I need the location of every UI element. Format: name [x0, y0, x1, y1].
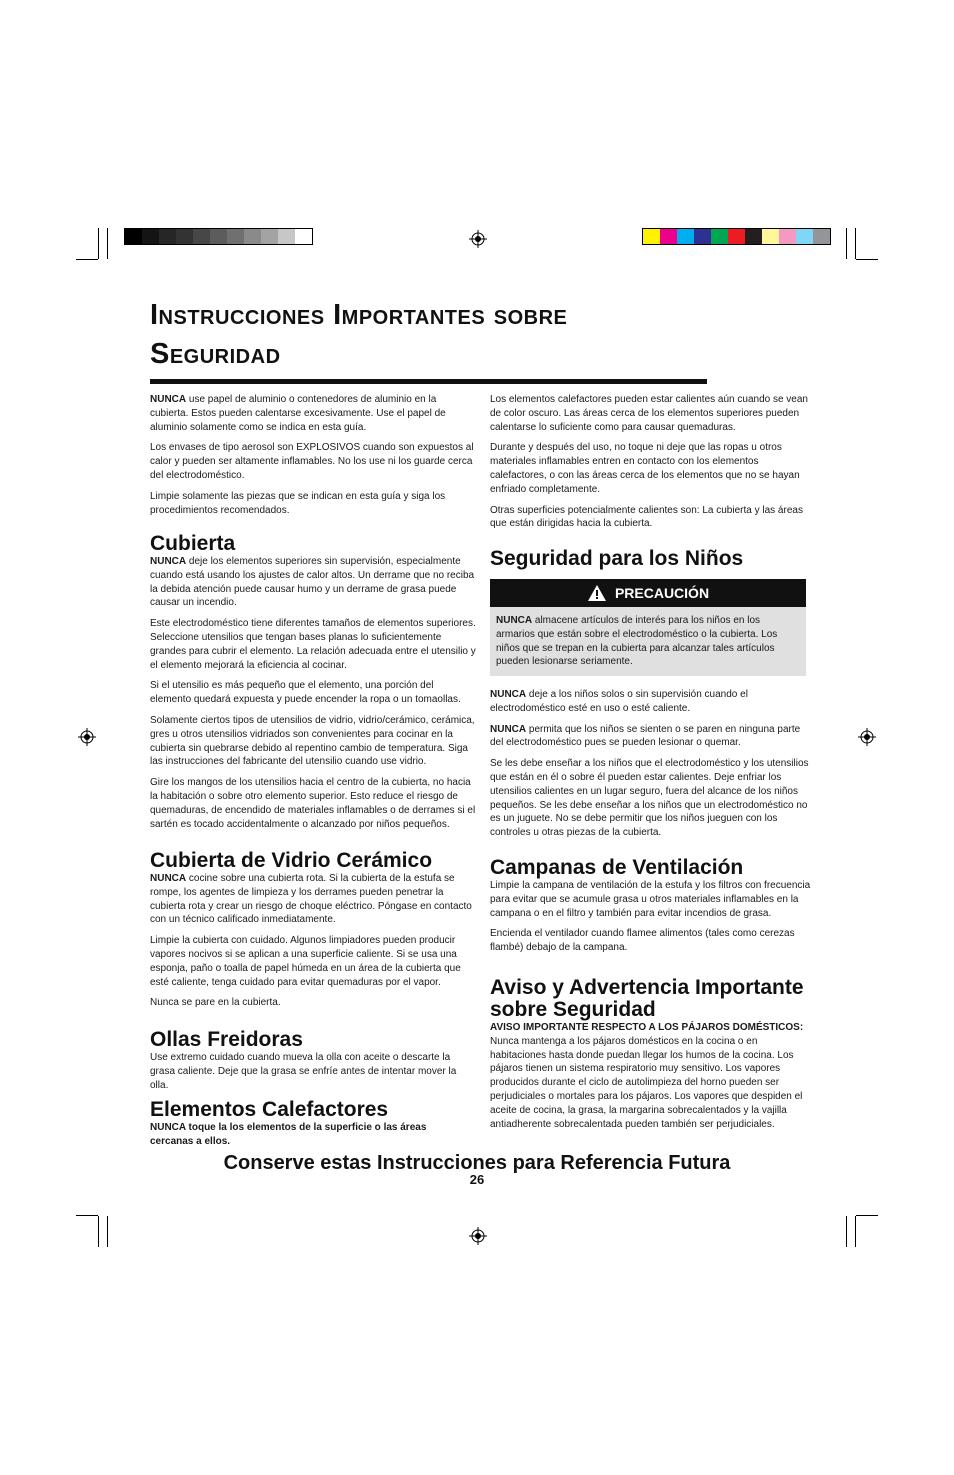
- calibration-swatch: [677, 229, 694, 244]
- crop-mark: [846, 1216, 847, 1247]
- calibration-swatch: [762, 229, 779, 244]
- paragraph: NUNCA cocine sobre una cubierta rota. Si la cubierta de la estufa se rompe, los agentes de limpieza y los derrames pueden penetrar la cubierta rota y crear un riesgo de choque eléctrico. Póngase en contacto con un técnico calificado inmediatamente.: [150, 873, 472, 926]
- paragraph: Se les debe enseñar a los niños que el electrodoméstico y los utensilios que están en él o sobre él pueden estar calientes. Deje enfriar los utensilios calientes en un lugar seguro, fuera del alcance de los niños pequeños. Se les debe enseñar a los niños que un electrodoméstico no es un juguete. No se debe permitir que los niños jueguen con los controles u otras piezas de la cubierta.: [490, 758, 809, 839]
- paragraph: Nunca mantenga a los pájaros domésticos en la cocina o en habitaciones hasta donde puedan llegar los humos de la cocina. Los pájaros tienen un sistema respiratorio muy sensitivo. Los vapores producidos durante el ciclo de autolimpieza del horno pueden ser perjudiciales o mortales para los pájaros. Los vapores que despiden el aceite de cocina, la grasa, la margarina sobrecalentados y la vajilla antiadherente sobrecalentada pueden también ser perjudiciales.: [490, 1035, 803, 1130]
- paragraph: Otras superficies potencialmente calientes son: La cubierta y las áreas que están dirigidas hacia la cubierta.: [490, 504, 803, 530]
- calibration-swatch: [745, 229, 762, 244]
- grayscale-calibration-bar: [124, 228, 313, 245]
- paragraph: Nunca se pare en la cubierta.: [150, 997, 281, 1009]
- title-rule: [150, 379, 707, 384]
- section-heading: Seguridad para los Niños: [490, 547, 744, 570]
- section-campanas: [490, 857, 812, 962]
- paragraph: Use extremo cuidado cuando mueva la olla con aceite o descarte la grasa caliente. Deje que la grasa se enfríe antes de intentar mover la olla.: [150, 1052, 457, 1091]
- warning-icon: [587, 584, 607, 602]
- crop-mark: [107, 228, 108, 259]
- color-calibration-bar: [642, 228, 831, 245]
- calibration-swatch: [278, 229, 295, 244]
- calibration-swatch: [694, 229, 711, 244]
- section-ollas: [150, 1029, 476, 1099]
- registration-mark-icon: [469, 230, 487, 248]
- section-cubierta: [150, 533, 476, 838]
- page-number: 26: [469, 1172, 485, 1187]
- calibration-swatch: [711, 229, 728, 244]
- paragraph: NUNCA deje los elementos superiores sin supervisión, especialmente cuando está usando los ajustes de calor altos. Un derrame que no reciba la debida atención puede causar humo y un derrame de grasa puede causar un incendio.: [150, 556, 475, 609]
- paragraph: Los elementos calefactores pueden estar calientes aún cuando se vean de color oscuro. Las áreas cerca de los elementos superiores pueden calentarse lo suficiente como para causar quemaduras.: [490, 394, 808, 433]
- crop-mark: [856, 1215, 878, 1216]
- right-intro: [490, 393, 810, 538]
- crop-mark: [107, 1216, 108, 1247]
- left-column: [150, 393, 476, 524]
- section-ninos-heading: [490, 548, 810, 570]
- crop-mark: [846, 228, 847, 259]
- paragraph: Durante y después del uso, no toque ni deje que las ropas u otros materiales inflamables entren en contacto con los elementos calefactores, o con las áreas cerca de los elementos que no se hayan enfriado completamente.: [490, 442, 800, 495]
- caution-header: [490, 579, 806, 607]
- calibration-swatch: [176, 229, 193, 244]
- paragraph: Este electrodoméstico tiene diferentes tamaños de elementos superiores. Seleccione utensilios que tengan bases planas lo suficientemente grandes para cubrir el elemento. La relación adecuada entre el utensilio y el elemento mejorará la eficiencia al cocinar.: [150, 618, 476, 671]
- calibration-swatch: [159, 229, 176, 244]
- section-heading: Cubierta: [150, 532, 236, 555]
- paragraph: Solamente ciertos tipos de utensilios de vidrio, vidrio/cerámico, cerámica, gres u otros utensilios vidriados son convenientes para cocinar en la cubierta sin quebrarse debido al repentino cambio de temperatura. Siga las instrucciones del fabricante del utensilio cuando use vidrio.: [150, 714, 475, 768]
- section-elementos: [150, 1099, 450, 1156]
- paragraph: Limpie solamente las piezas que se indican en esta guía y siga los procedimientos recomendados.: [150, 490, 446, 516]
- section-aviso: [490, 977, 812, 1138]
- paragraph: NUNCA toque la los elementos de la superficie o las áreas cercanas a ellos.: [150, 1122, 427, 1147]
- paragraph: Limpie la cubierta con cuidado. Algunos limpiadores pueden producir vapores nocivos si se aplican a una superficie caliente. Si se usa una esponja, paño o toalla de papel húmeda en un área de la cubierta que esté caliente, tenga cuidado para evitar quemaduras por el vapor.: [150, 935, 461, 988]
- calibration-swatch: [210, 229, 227, 244]
- section-ninos: [490, 688, 810, 847]
- crop-mark: [855, 1216, 856, 1247]
- section-heading: Cubierta de Vidrio Cerámico: [150, 849, 433, 872]
- title-line-1: Instrucciones Importantes sobre: [150, 299, 568, 331]
- paragraph: Los envases de tipo aerosol son EXPLOSIVOS cuando son expuestos al calor y pueden ser altamente inflamables. No los use ni los guarde cerca del electrodoméstico.: [150, 442, 474, 481]
- section-heading: Elementos Calefactores: [150, 1098, 389, 1121]
- calibration-swatch: [227, 229, 244, 244]
- paragraph: Gire los mangos de los utensilios hacia el centro de la cubierta, no hacia la habitación o sobre otro elemento superior. Esto reduce el riesgo de quemaduras, de encendido de materiales inflamables o de derrames si el sartén es tocado accidentalmente o alcanzado por niños pequeños.: [150, 777, 476, 830]
- calibration-swatch: [728, 229, 745, 244]
- registration-mark-icon: [469, 1227, 487, 1245]
- paragraph: NUNCA deje a los niños solos o sin supervisión cuando el electrodoméstico esté en uso o esté caliente.: [490, 689, 748, 714]
- calibration-swatch: [142, 229, 159, 244]
- paragraph: Limpie la campana de ventilación de la estufa y los filtros con frecuencia para evitar que se acumule grasa u otros materiales inflamables en la campana o en el filtro y también para evitar incendios de grasa.: [490, 880, 811, 919]
- subheading: AVISO IMPORTANTE RESPECTO A LOS PÁJAROS DOMÉSTICOS:: [490, 1022, 804, 1033]
- crop-mark: [98, 228, 99, 259]
- registration-mark-icon: [78, 728, 96, 746]
- calibration-swatch: [660, 229, 677, 244]
- footer-note: Conserve estas Instrucciones para Referencia Futura: [223, 1152, 731, 1174]
- page-title: [150, 296, 710, 374]
- calibration-swatch: [125, 229, 142, 244]
- calibration-swatch: [193, 229, 210, 244]
- registration-mark-icon: [858, 728, 876, 746]
- crop-mark: [98, 1216, 99, 1247]
- caution-label: PRECAUCIÓN: [614, 585, 710, 601]
- calibration-swatch: [295, 229, 312, 244]
- calibration-swatch: [244, 229, 261, 244]
- title-line-2: Seguridad: [150, 338, 281, 370]
- calibration-swatch: [796, 229, 813, 244]
- crop-mark: [856, 259, 878, 260]
- paragraph: Si el utensilio es más pequeño que el elemento, una porción del elemento quedará expuesta y puede encender la ropa o un tomaollas.: [150, 680, 461, 706]
- crop-mark: [855, 228, 856, 259]
- calibration-swatch: [779, 229, 796, 244]
- calibration-swatch: [813, 229, 830, 244]
- crop-mark: [76, 1215, 98, 1216]
- section-vidrio: [150, 850, 476, 1017]
- paragraph: NUNCA use papel de aluminio o contenedores de aluminio en la cubierta. Estos pueden calentarse excesivamente. Use el papel de aluminio solamente como se indica en esta guía.: [150, 394, 446, 433]
- paragraph: NUNCA permita que los niños se sienten o se paren en ninguna parte del electrodoméstico pues se pueden lesionar o quemar.: [490, 723, 801, 749]
- section-heading: Aviso y Advertencia Importante sobre Seguridad: [490, 976, 804, 1021]
- paragraph: Encienda el ventilador cuando flamee alimentos (tales como cerezas flambé) debajo de la campana.: [490, 928, 795, 954]
- calibration-swatch: [261, 229, 278, 244]
- caution-body: NUNCA almacene artículos de interés para los niños en los armarios que están sobre el electrodoméstico o la cubierta. Los niños que se trepan en la cubierta para alcanzar tales artículos pueden lesionarse seriamente.: [490, 607, 806, 676]
- section-heading: Campanas de Ventilación: [490, 856, 744, 879]
- crop-mark: [76, 259, 98, 260]
- section-heading: Ollas Freidoras: [150, 1028, 303, 1051]
- calibration-swatch: [643, 229, 660, 244]
